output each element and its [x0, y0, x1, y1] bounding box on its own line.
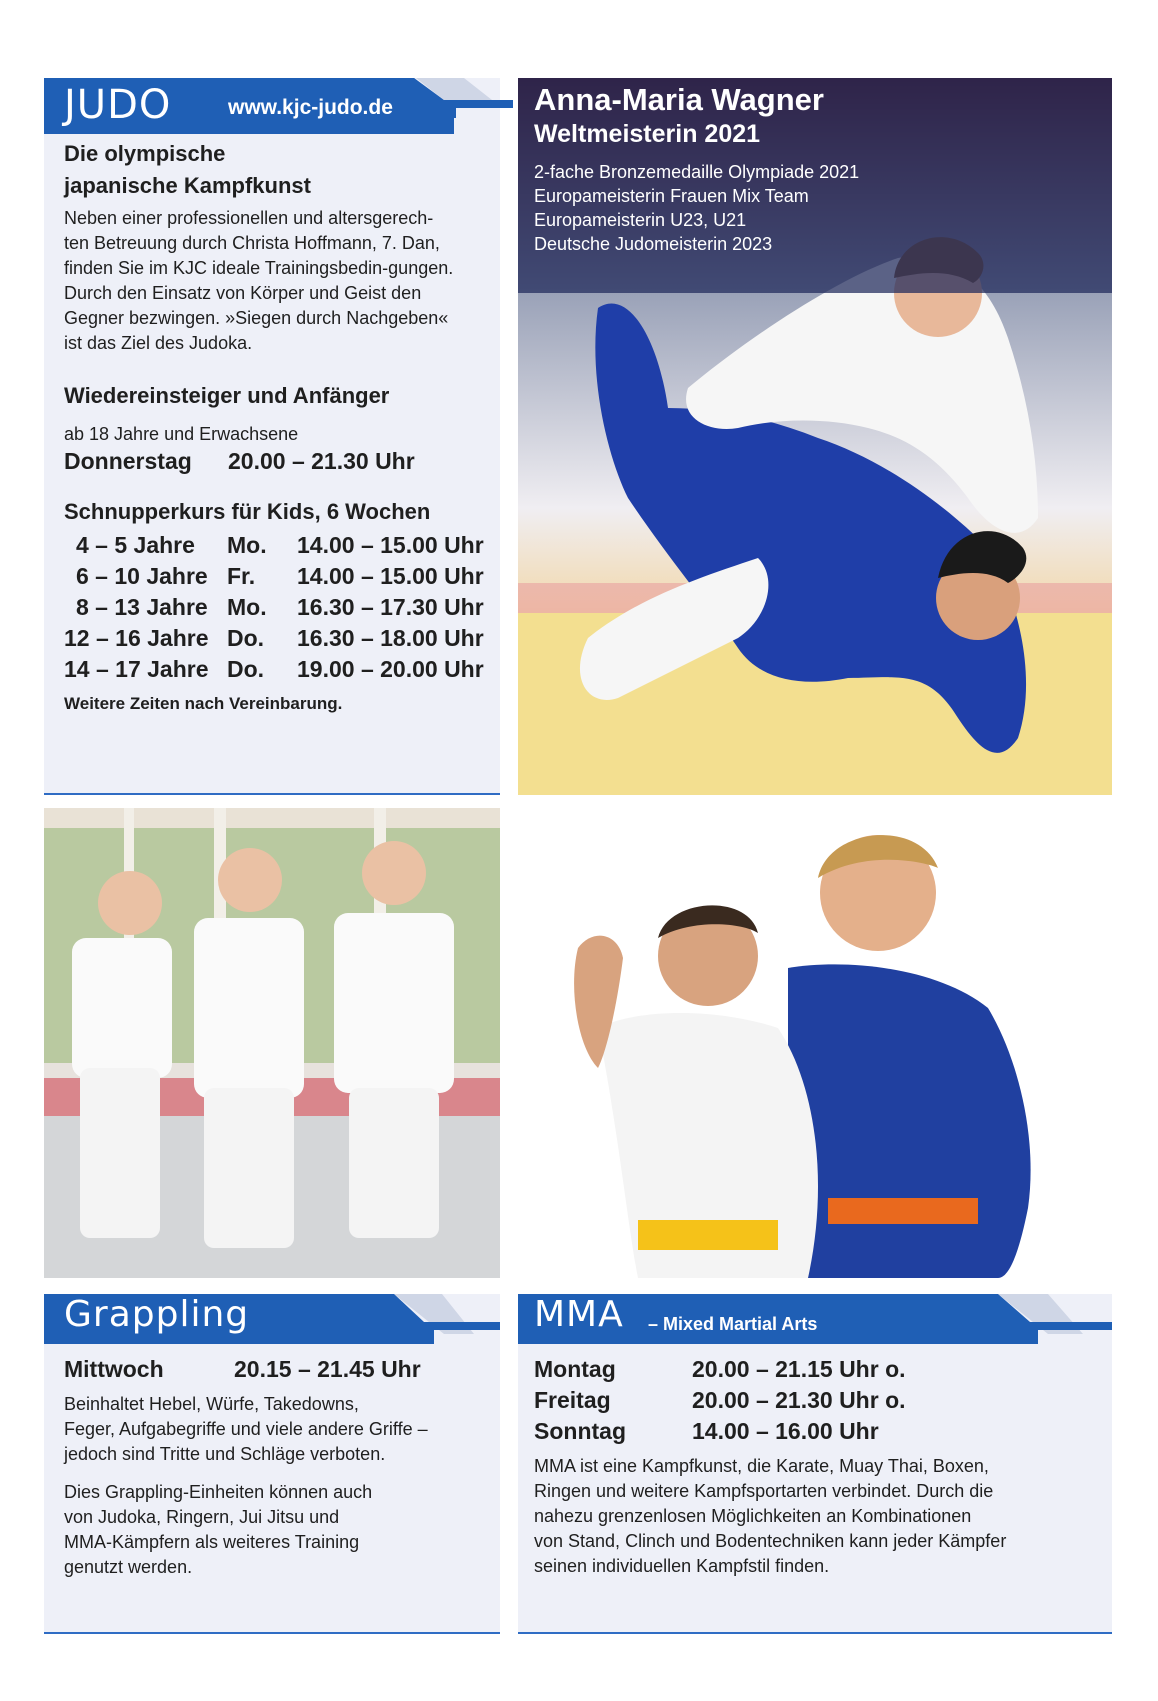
grappling-line: jedoch sind Tritte und Schläge verboten.	[64, 1444, 386, 1464]
mma-time: 14.00 – 16.00 Uhr	[692, 1418, 879, 1444]
mma-line: MMA ist eine Kampfkunst, die Karate, Muay Thai, Boxen,	[534, 1456, 989, 1476]
kids-day: Fr.	[227, 563, 256, 589]
kids-age: 8 – 13 Jahre	[76, 594, 208, 620]
mma-subtitle: – Mixed Martial Arts	[648, 1314, 818, 1334]
kids-row	[64, 530, 484, 561]
grappling-line: MMA-Kämpfern als weiteres Training	[64, 1532, 360, 1552]
mma-banner	[518, 1294, 1112, 1354]
grappling-line: Dies Grappling-Einheiten können auch	[64, 1482, 373, 1502]
mma-schedule-row	[534, 1416, 1094, 1447]
kids-row	[64, 654, 484, 685]
kids-row	[64, 561, 484, 592]
mma-line: seinen individuellen Kampfstil finden.	[534, 1556, 830, 1576]
kids-age: 12 – 16 Jahre	[64, 625, 209, 651]
kids-age: 14 – 17 Jahre	[64, 656, 209, 682]
judo-banner	[44, 78, 500, 138]
grappling-time: 20.15 – 21.45 Uhr	[234, 1356, 421, 1382]
mma-day: Montag	[534, 1356, 616, 1382]
judo-intro-line: Gegner bezwingen. »Siegen durch Nachgeben«	[64, 308, 449, 328]
grappling-line: genutzt werden.	[64, 1557, 193, 1577]
mma-schedule-row	[534, 1385, 1094, 1416]
kids-day: Do.	[227, 625, 265, 651]
grappling-panel	[44, 1294, 500, 1634]
more-times-note: Weitere Zeiten nach Vereinbarung.	[64, 694, 343, 713]
wagner-name: Anna-Maria Wagner	[534, 82, 824, 117]
grappling-line: von Judoka, Ringern, Jui Jitsu und	[64, 1507, 340, 1527]
judo-intro-line: Durch den Einsatz von Körper und Geist den	[64, 283, 422, 303]
grappling-description	[64, 1392, 482, 1467]
mma-day: Freitag	[534, 1387, 611, 1413]
mma-title: MMA	[534, 1294, 624, 1335]
judo-subtitle	[64, 138, 482, 202]
kids-heading: Schnupperkurs für Kids, 6 Wochen	[64, 499, 431, 524]
grappling-note	[64, 1480, 482, 1580]
kids-time: 14.00 – 15.00 Uhr	[297, 532, 484, 558]
achievement-item: 2-fache Bronzemedaille Olympiade 2021	[534, 162, 860, 182]
two-boys-illustration	[518, 808, 1112, 1278]
kids-cheering-illustration	[44, 808, 500, 1278]
mma-panel	[518, 1294, 1112, 1634]
kids-schedule	[64, 530, 484, 685]
mma-time: 20.00 – 21.30 Uhr o.	[692, 1387, 906, 1413]
two-boys-photo	[518, 808, 1112, 1278]
mma-schedule	[534, 1354, 1094, 1447]
judo-intro-line: finden Sie im KJC ideale Trainingsbedin-gungen.	[64, 258, 454, 278]
wagner-photo	[518, 78, 1112, 795]
mma-line: von Stand, Clinch und Bodentechniken kann jeder Kämpfer	[534, 1531, 1007, 1551]
grappling-line: Beinhaltet Hebel, Würfe, Takedowns,	[64, 1394, 359, 1414]
kids-time: 14.00 – 15.00 Uhr	[297, 563, 484, 589]
judo-panel	[44, 78, 500, 795]
kids-age: 4 – 5 Jahre	[76, 532, 195, 558]
achievement-item: Europameisterin Frauen Mix Team	[534, 186, 809, 206]
adults-time: 20.00 – 21.30 Uhr	[228, 448, 415, 474]
kids-row	[64, 592, 484, 623]
grappling-line: Feger, Aufgabegriffe und viele andere Griffe –	[64, 1419, 428, 1439]
grappling-day: Mittwoch	[64, 1356, 164, 1382]
achievement-item: Deutsche Judomeisterin 2023	[534, 234, 773, 254]
mma-line: nahezu grenzenlosen Möglichkeiten an Kombinationen	[534, 1506, 972, 1526]
judo-intro	[64, 206, 482, 356]
mma-day: Sonntag	[534, 1418, 626, 1444]
adults-day: Donnerstag	[64, 448, 192, 474]
judo-subtitle-line1: Die olympische	[64, 141, 226, 166]
judo-website[interactable]: www.kjc-judo.de	[228, 96, 393, 119]
mma-schedule-row	[534, 1354, 1094, 1385]
kids-time: 19.00 – 20.00 Uhr	[297, 656, 484, 682]
wagner-achievements	[534, 160, 859, 256]
judo-title: JUDO	[64, 82, 172, 128]
grappling-title: Grappling	[64, 1294, 250, 1335]
adults-age: ab 18 Jahre und Erwachsene	[64, 424, 299, 444]
adults-heading: Wiedereinsteiger und Anfänger	[64, 383, 390, 408]
judo-intro-line: Neben einer professionellen und altersgerech-	[64, 208, 434, 228]
mma-time: 20.00 – 21.15 Uhr o.	[692, 1356, 906, 1382]
judo-intro-line: ist das Ziel des Judoka.	[64, 333, 253, 353]
kids-day: Do.	[227, 656, 265, 682]
mma-line: Ringen und weitere Kampfsportarten verbindet. Durch die	[534, 1481, 994, 1501]
kids-age: 6 – 10 Jahre	[76, 563, 208, 589]
kids-time: 16.30 – 17.30 Uhr	[297, 594, 484, 620]
kids-time: 16.30 – 18.00 Uhr	[297, 625, 484, 651]
kids-day: Mo.	[227, 532, 267, 558]
wagner-title: Weltmeisterin 2021	[534, 120, 761, 148]
kids-row	[64, 623, 484, 654]
judo-intro-line: ten Betreuung durch Christa Hoffmann, 7. Dan,	[64, 233, 440, 253]
kids-day: Mo.	[227, 594, 267, 620]
achievement-item: Europameisterin U23, U21	[534, 210, 747, 230]
grappling-banner	[44, 1294, 500, 1354]
mma-description	[534, 1454, 1094, 1579]
kids-photo	[44, 808, 500, 1278]
judo-subtitle-line2: japanische Kampfkunst	[64, 173, 311, 198]
